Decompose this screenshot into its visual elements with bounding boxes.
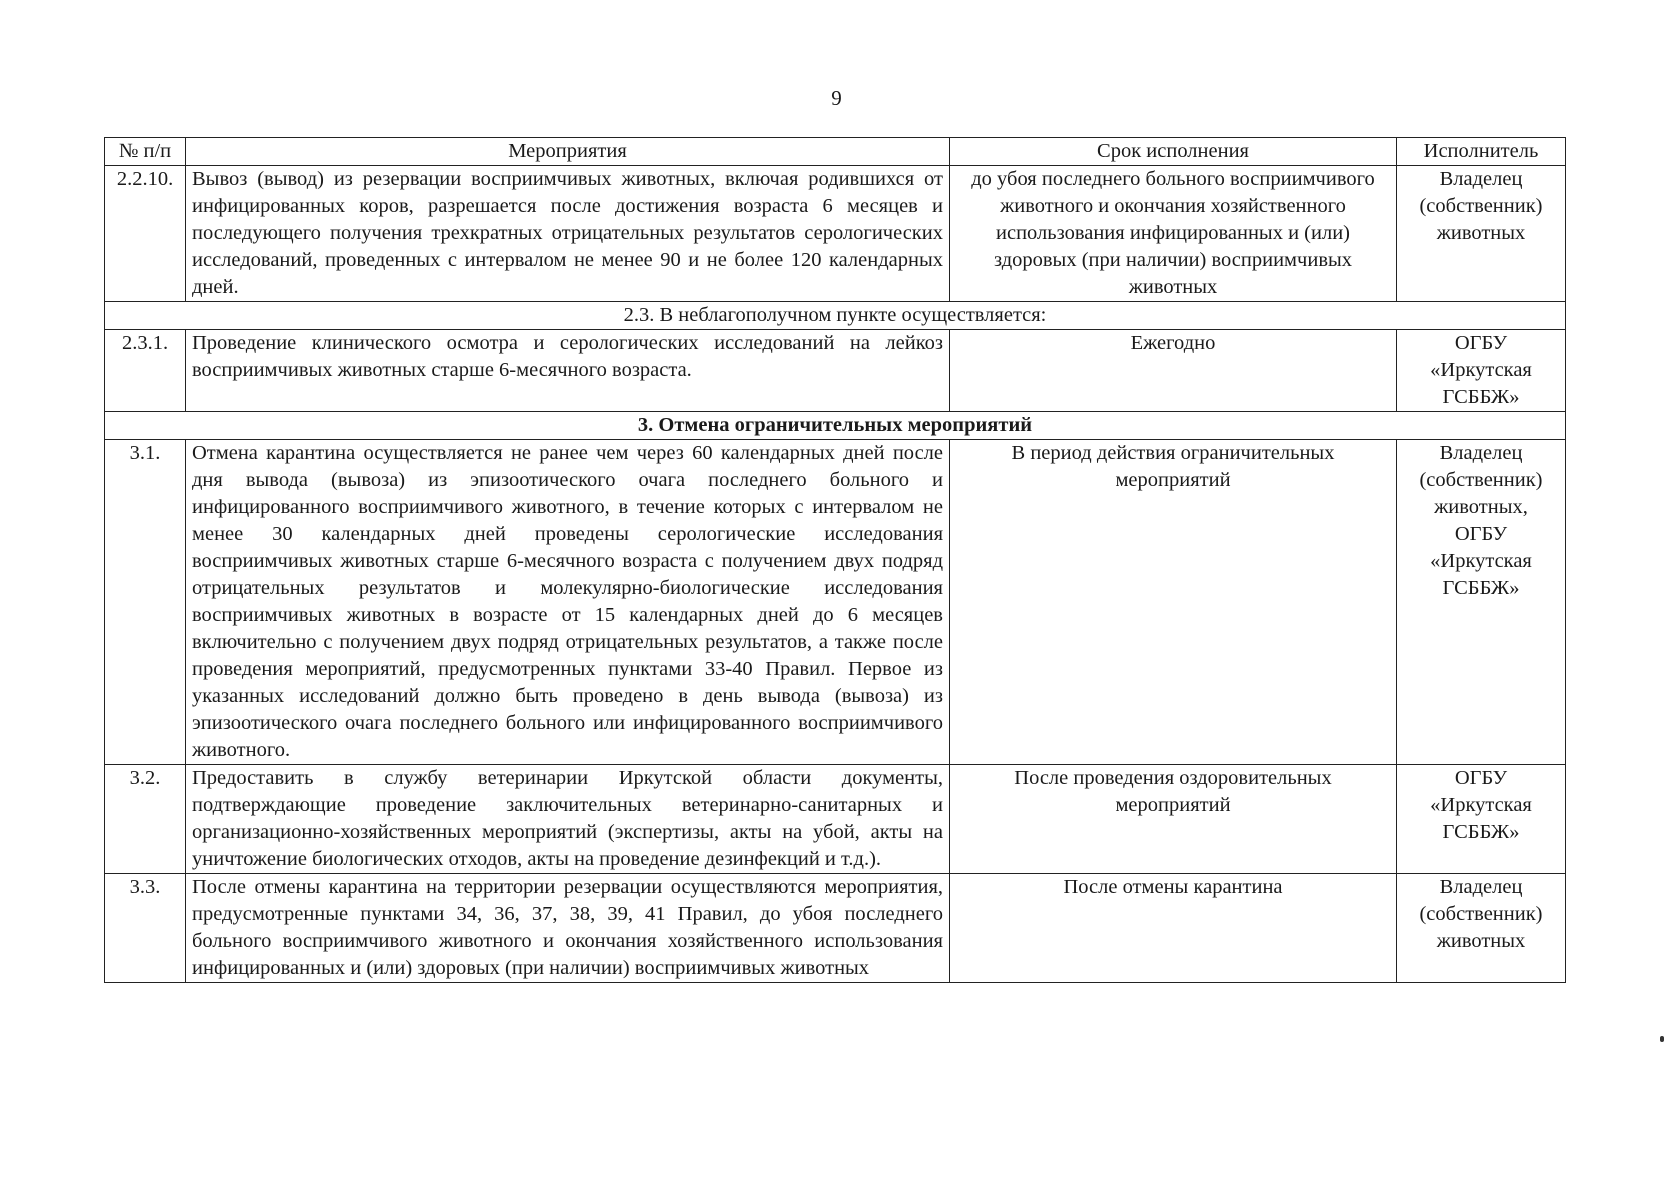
header-num: № п/п bbox=[105, 138, 186, 166]
section-row bbox=[105, 302, 1566, 330]
row-term: Ежегодно bbox=[950, 330, 1397, 412]
row-number: 2.2.10. bbox=[105, 166, 186, 302]
page-number: 9 bbox=[831, 86, 842, 110]
row-number: 3.2. bbox=[105, 765, 186, 874]
row-activity: Предоставить в службу ветеринарии Иркутской области документы, подтверждающие проведение заключительных ветеринарно-санитарных и организационно-хозяйственных мероприятий (экспертизы, акты на убой, акты на уничтожение биологических отходов, акты на проведение дезинфекций и т.д.). bbox=[186, 765, 950, 874]
executor-line: Владелец bbox=[1439, 876, 1523, 898]
table-row bbox=[105, 440, 1566, 765]
row-number: 3.3. bbox=[105, 874, 186, 983]
row-term: После отмены карантина bbox=[950, 874, 1397, 983]
header-term: Срок исполнения bbox=[950, 138, 1397, 166]
row-number: 2.3.1. bbox=[105, 330, 186, 412]
executor-line: ОГБУ bbox=[1454, 523, 1508, 545]
executor-line: «Иркутская bbox=[1430, 359, 1532, 381]
header-executor: Исполнитель bbox=[1397, 138, 1566, 166]
table-row bbox=[105, 166, 1566, 302]
row-executor bbox=[1397, 440, 1566, 765]
executor-line: ГСББЖ» bbox=[1442, 577, 1520, 599]
executor-line: (собственник) bbox=[1419, 195, 1543, 217]
table-row bbox=[105, 874, 1566, 983]
row-activity: Проведение клинического осмотра и серологических исследований на лейкоз восприимчивых животных старше 6-месячного возраста. bbox=[186, 330, 950, 412]
row-executor bbox=[1397, 874, 1566, 983]
executor-line: животных, bbox=[1434, 496, 1528, 518]
row-executor bbox=[1397, 765, 1566, 874]
row-activity: Вывоз (вывод) из резервации восприимчивых животных, включая родившихся от инфицированных коров, разрешается после достижения возраста 6 месяцев и последующего получения трехкратных отрицательных результатов серологических исследований, проведенных с интервалом не менее 90 и не более 120 календарных дней. bbox=[186, 166, 950, 302]
row-executor bbox=[1397, 166, 1566, 302]
row-activity: Отмена карантина осуществляется не ранее чем через 60 календарных дней после дня вывода (вывоза) из эпизоотического очага последнего больного и инфицированного восприимчивого животного, в течение которых с интервалом не менее 30 календарных дней проведены серологические исследования восприимчивых животных старше 6-месячного возраста с получением двух подряд отрицательных результатов и молекулярно-биологические исследования восприимчивых животных в возрасте от 15 календарных дней до 6 месяцев включительно с получением двух подряд отрицательных результатов, а также после проведения мероприятий, предусмотренных пунктами 33-40 Правил. Первое из указанных исследований должно быть проведено в день вывода (вывоза) из эпизоотического очага последнего больного или инфицированного восприимчивого животного. bbox=[186, 440, 950, 765]
executor-line: Владелец bbox=[1439, 168, 1523, 190]
executor-line: ОГБУ bbox=[1454, 332, 1508, 354]
row-term: После проведения оздоровительных мероприятий bbox=[950, 765, 1397, 874]
executor-line: Владелец bbox=[1439, 442, 1523, 464]
table-row bbox=[105, 330, 1566, 412]
measures-table bbox=[104, 137, 1566, 983]
executor-line: ОГБУ bbox=[1454, 767, 1508, 789]
table-header-row bbox=[105, 138, 1566, 166]
executor-line: животных bbox=[1436, 222, 1526, 244]
executor-line: «Иркутская bbox=[1430, 794, 1532, 816]
executor-line: животных bbox=[1436, 930, 1526, 952]
executor-line: «Иркутская bbox=[1430, 550, 1532, 572]
row-number: 3.1. bbox=[105, 440, 186, 765]
row-activity: После отмены карантина на территории резервации осуществляются мероприятия, предусмотренные пунктами 34, 36, 37, 38, 39, 41 Правил, до убоя последнего больного восприимчивого животного и окончания хозяйственного использования инфицированных и (или) здоровых (при наличии) восприимчивых животных bbox=[186, 874, 950, 983]
section-heading: 2.3. В неблагополучном пункте осуществляется: bbox=[105, 302, 1566, 330]
section-row bbox=[105, 412, 1566, 440]
table-row bbox=[105, 765, 1566, 874]
executor-line: (собственник) bbox=[1419, 469, 1543, 491]
executor-line: (собственник) bbox=[1419, 903, 1543, 925]
row-term: до убоя последнего больного восприимчивого животного и окончания хозяйственного использования инфицированных и (или) здоровых (при наличии) восприимчивых животных bbox=[950, 166, 1397, 302]
scan-speck bbox=[1660, 1036, 1664, 1042]
executor-line: ГСББЖ» bbox=[1442, 386, 1520, 408]
header-activity: Мероприятия bbox=[186, 138, 950, 166]
row-executor bbox=[1397, 330, 1566, 412]
row-term: В период действия ограничительных мероприятий bbox=[950, 440, 1397, 765]
section-heading: 3. Отмена ограничительных мероприятий bbox=[105, 412, 1566, 440]
executor-line: ГСББЖ» bbox=[1442, 821, 1520, 843]
